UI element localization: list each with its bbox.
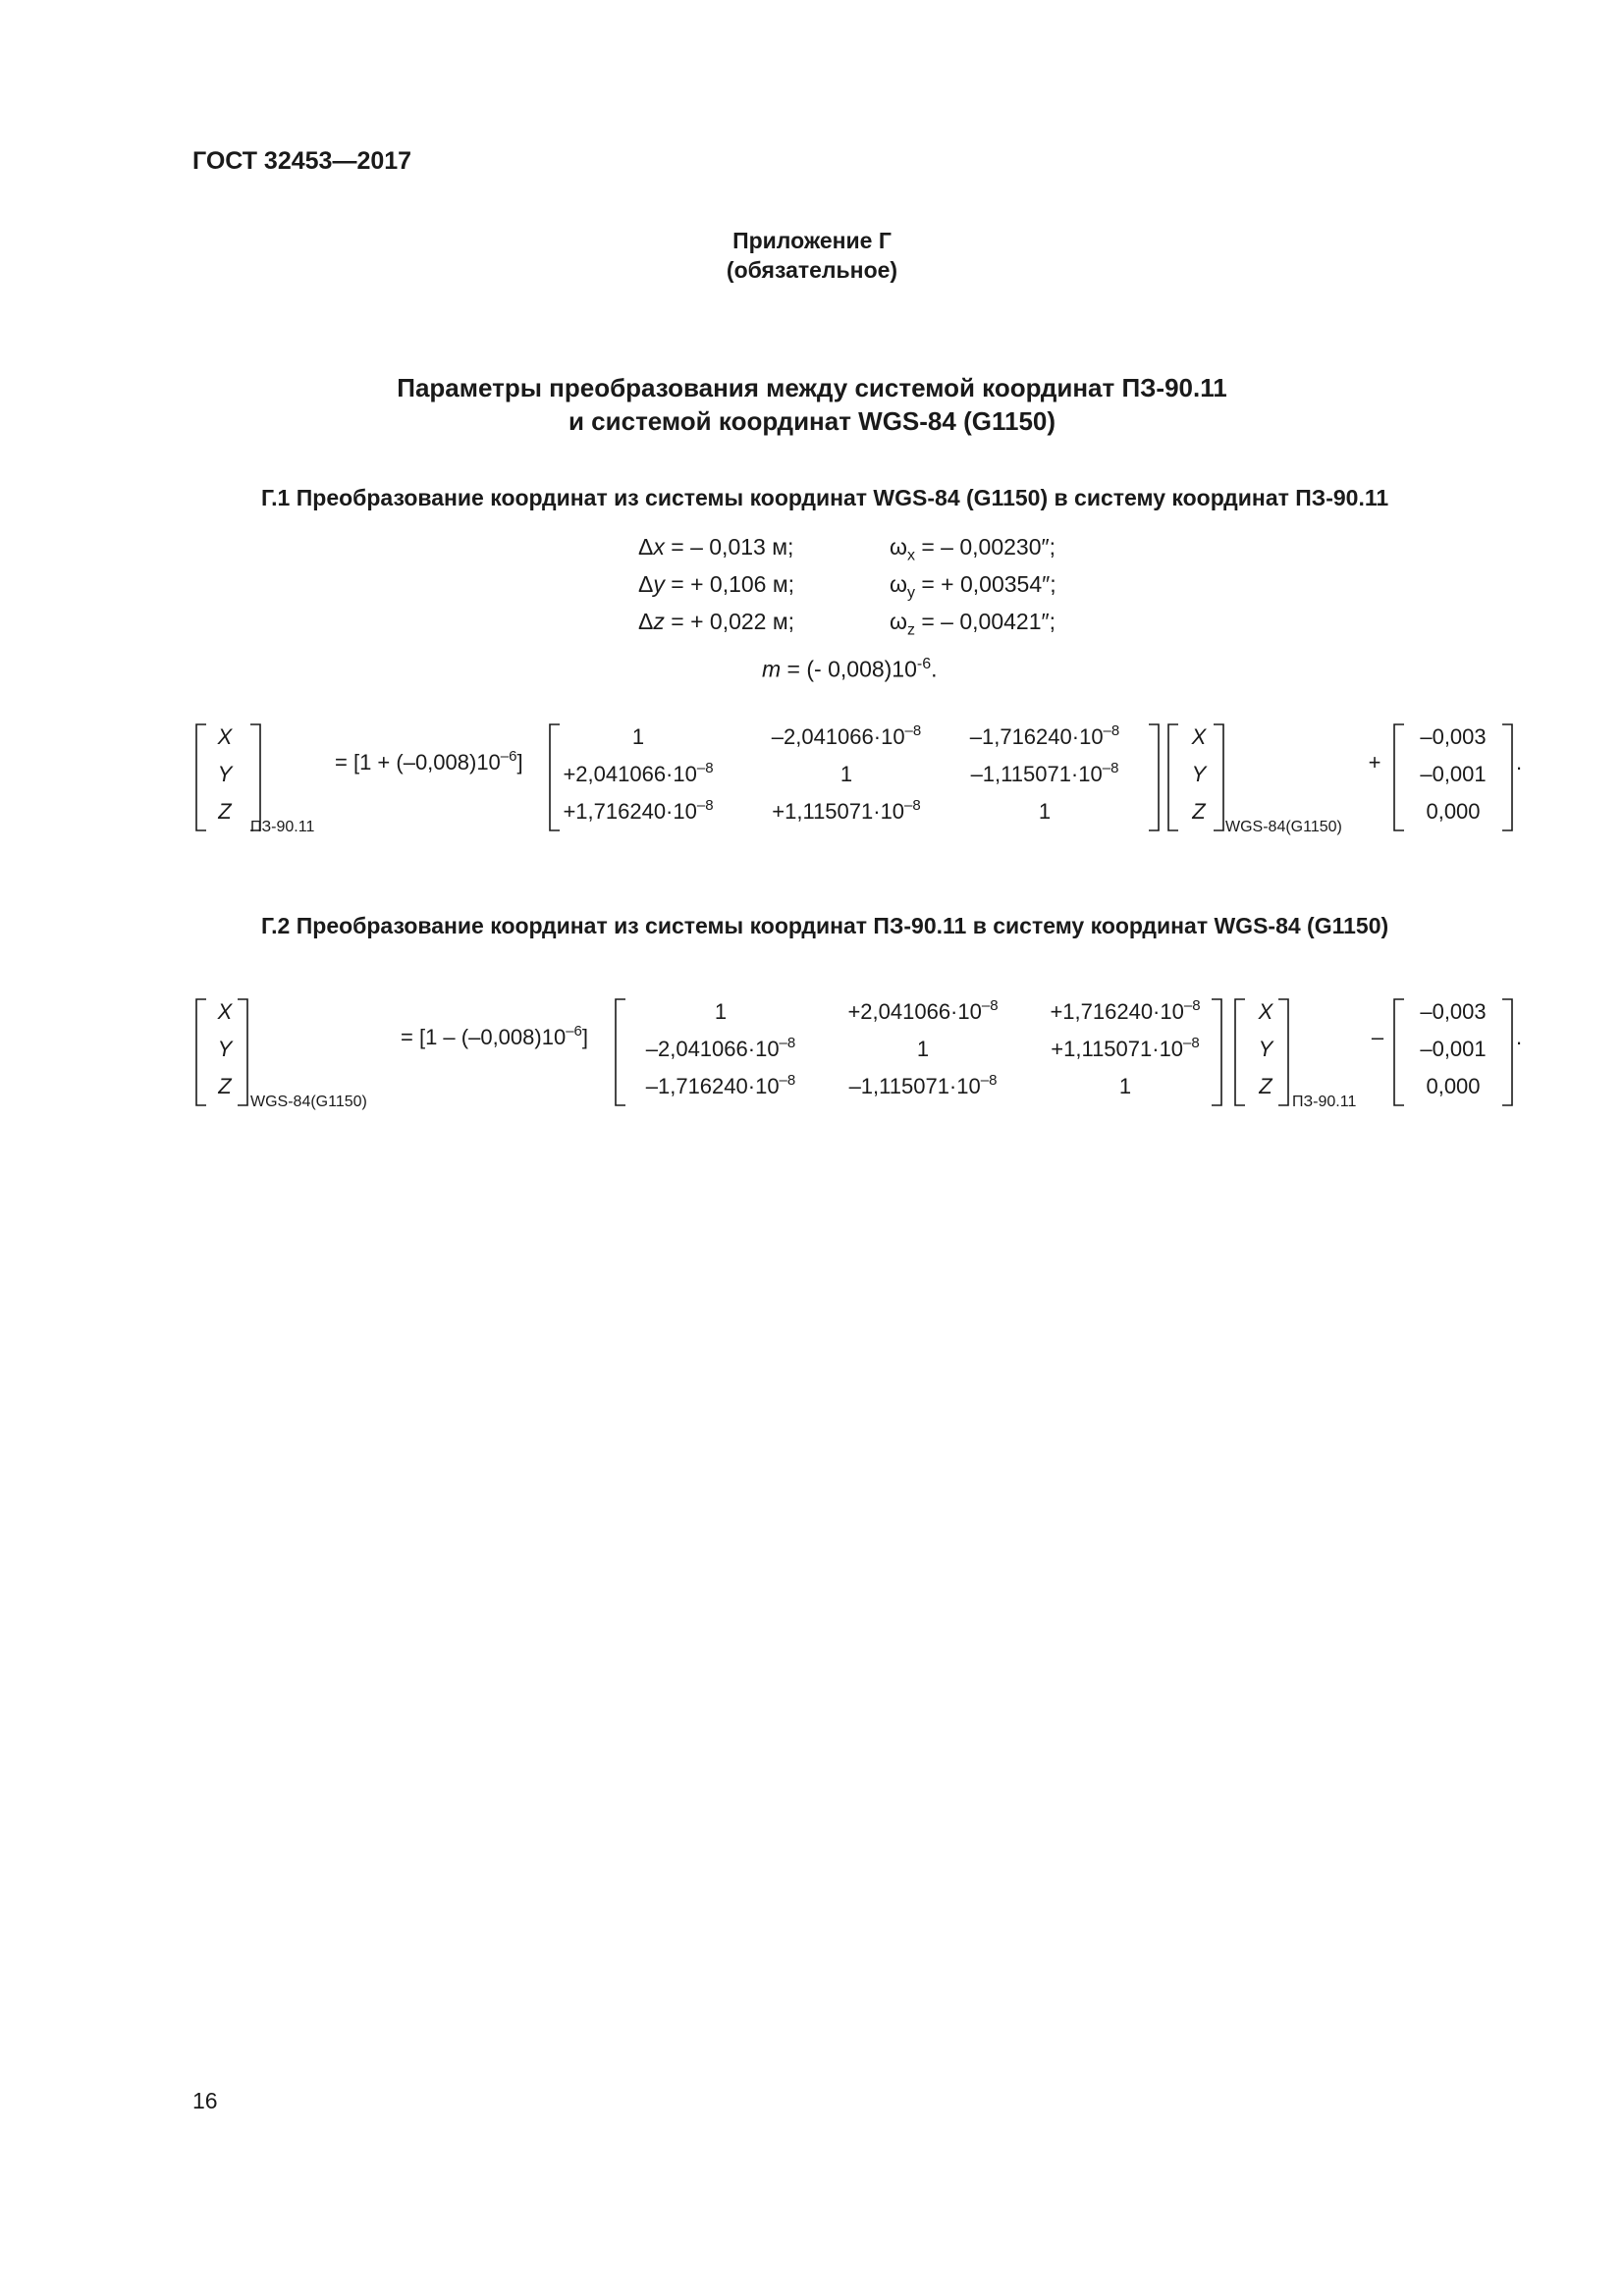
lhs-vector-entry: Y <box>217 762 233 786</box>
shift-operator: + <box>1368 750 1381 774</box>
section-1-heading: Г.1 Преобразование координат из системы координат WGS-84 (G1150) в систему координат ПЗ-90.11 <box>261 485 1389 510</box>
bracket-rhs <box>1235 999 1245 1105</box>
scale-factor: = $[1 - (-0,008)10^{-6}]$ <box>401 1023 588 1049</box>
scale-factor: = $[1 + (-0,008)10^{-6}]$ <box>335 748 523 774</box>
rotation-matrix-cell: $-1,115071\cdot 10^{-8}$ <box>970 760 1119 786</box>
bracket-mat <box>616 999 625 1105</box>
main-title-line-2: и системой координат WGS-84 (G1150) <box>568 406 1056 436</box>
section-2-heading: Г.2 Преобразование координат из системы координат ПЗ-90.11 в систему координат WGS-84 (G1150) <box>261 913 1389 938</box>
shift-operator: – <box>1371 1025 1384 1049</box>
rotation-matrix-cell: 1 <box>1118 1074 1132 1098</box>
rotation-matrix-cell: $+1,115071\cdot 10^{-8}$ <box>1051 1035 1200 1061</box>
appendix-status: (обязательное) <box>726 257 898 283</box>
bracket-lhs <box>196 999 206 1105</box>
rotation-matrix-cell: $-2,041066\cdot 10^{-8}$ <box>645 1035 796 1061</box>
bracket-mat <box>1212 999 1221 1105</box>
shift-vector-entry: 0,000 <box>1426 1074 1481 1098</box>
rhs-vector-entry: Y <box>1191 762 1207 786</box>
shift-vector-entry: –0,001 <box>1420 1037 1487 1061</box>
lhs-vector-entry: Z <box>218 1074 232 1098</box>
rhs-vector-entry: X <box>1258 999 1273 1024</box>
formula-end-period: . <box>1516 750 1523 774</box>
bracket-lhs <box>238 999 247 1105</box>
rhs-vector-entry: Z <box>1192 799 1206 824</box>
param-dy: Δy = + 0,106 м; <box>638 571 795 597</box>
rotation-matrix-cell: $+1,115071\cdot 10^{-8}$ <box>772 797 921 824</box>
lhs-vector-entry: Z <box>218 799 232 824</box>
param-wx: $\omega_x$ = – 0,00230″; <box>890 534 1056 564</box>
rotation-matrix-cell: $+2,041066\cdot 10^{-8}$ <box>847 997 999 1024</box>
bracket-shift <box>1394 999 1404 1105</box>
page-number: 16 <box>192 2088 218 2113</box>
rotation-matrix-cell: $-2,041066\cdot 10^{-8}$ <box>771 722 922 749</box>
shift-vector-entry: –0,001 <box>1420 762 1487 786</box>
rhs-vector-entry: Z <box>1259 1074 1272 1098</box>
rotation-matrix-cell: 1 <box>916 1037 930 1061</box>
param-wy: $\omega_y$ = + 0,00354″; <box>890 571 1056 602</box>
rotation-matrix-cell: 1 <box>631 724 645 749</box>
rotation-matrix-cell: 1 <box>1038 799 1052 824</box>
shift-vector-entry: –0,003 <box>1420 999 1487 1024</box>
rotation-matrix-cell: 1 <box>714 999 728 1024</box>
param-wz: $\omega_z$ = – 0,00421″; <box>890 609 1056 639</box>
param-dx: Δx = – 0,013 м; <box>638 534 794 560</box>
lhs-subscript: WGS-84(G1150) <box>250 1094 367 1110</box>
lhs-vector-entry: X <box>217 999 233 1024</box>
appendix-title: Приложение Г <box>732 228 892 253</box>
rotation-matrix-cell: 1 <box>839 762 853 786</box>
bracket-rhs <box>1278 999 1288 1105</box>
rotation-matrix-cell: $+2,041066\cdot 10^{-8}$ <box>563 760 714 786</box>
lhs-vector-entry: X <box>217 724 233 749</box>
shift-vector-entry: –0,003 <box>1420 724 1487 749</box>
shift-vector-entry: 0,000 <box>1426 799 1481 824</box>
rotation-matrix-cell: $+1,716240\cdot 10^{-8}$ <box>563 797 714 824</box>
rotation-matrix-cell: $-1,716240\cdot 10^{-8}$ <box>969 722 1120 749</box>
rotation-matrix-cell: $-1,115071\cdot 10^{-8}$ <box>848 1072 998 1098</box>
rhs-subscript: WGS-84(G1150) <box>1225 819 1342 835</box>
rotation-matrix-cell: $-1,716240\cdot 10^{-8}$ <box>645 1072 796 1098</box>
lhs-subscript: ПЗ-90.11 <box>250 819 315 835</box>
lhs-vector-entry: Y <box>217 1037 233 1061</box>
rotation-matrix-cell: $+1,716240\cdot 10^{-8}$ <box>1050 997 1201 1024</box>
rhs-subscript: ПЗ-90.11 <box>1292 1094 1357 1110</box>
main-title-line-1: Параметры преобразования между системой координат ПЗ-90.11 <box>397 373 1227 402</box>
param-m: m = (- $0,008)10^{-6}$. <box>762 656 938 682</box>
formula-end-period: . <box>1516 1025 1523 1049</box>
rhs-vector-entry: Y <box>1258 1037 1273 1061</box>
param-dz: Δz = + 0,022 м; <box>638 609 795 634</box>
bracket-shift <box>1502 999 1512 1105</box>
document-code: ГОСТ 32453—2017 <box>192 147 412 175</box>
rhs-vector-entry: X <box>1191 724 1207 749</box>
